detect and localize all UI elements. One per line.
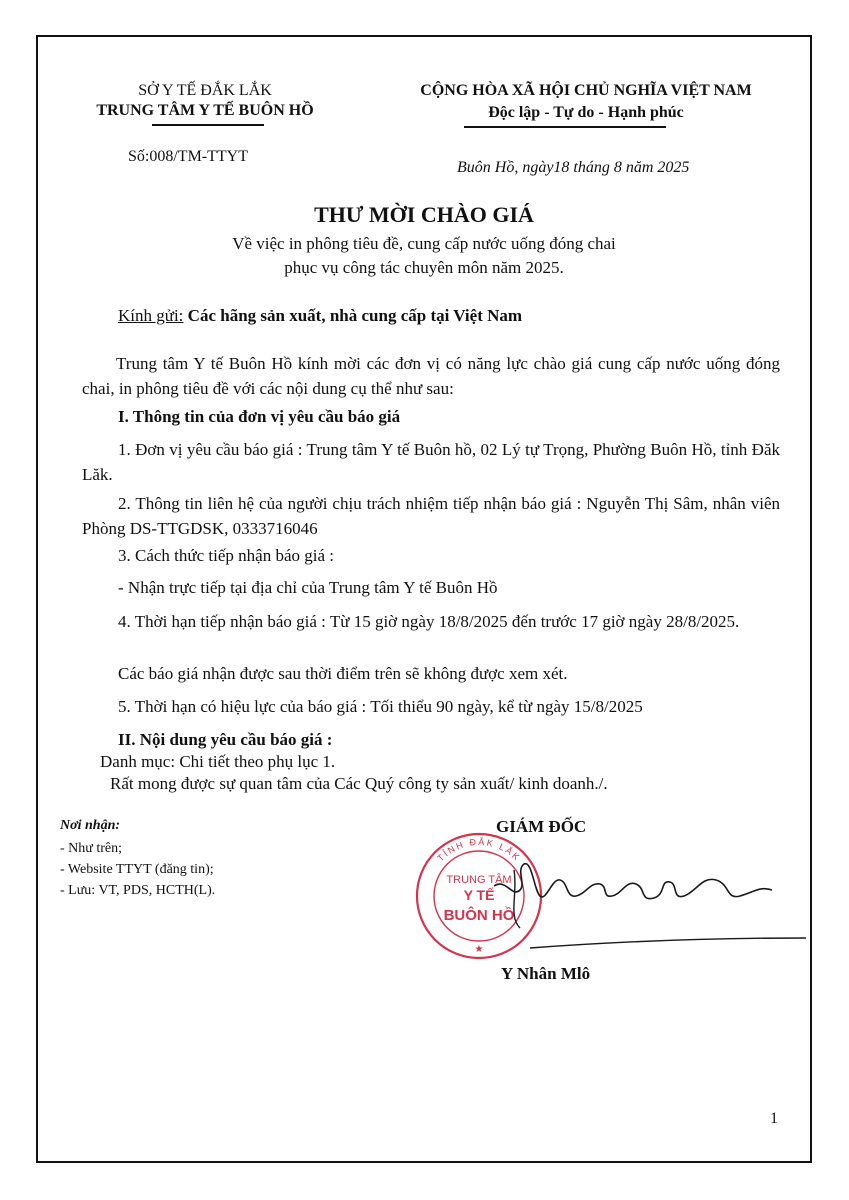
place-date: Buôn Hồ, ngày18 tháng 8 năm 2025 [457,159,690,176]
recipients-item-1: - Như trên; [60,841,123,856]
item3-paragraph: 3. Cách thức tiếp nhận báo giá : [118,546,334,565]
signature-position: GIÁM ĐỐC [496,817,587,836]
title-subtitle-line1: Về việc in phông tiêu đề, cung cấp nước uống đóng chai [232,234,616,253]
motto: Độc lập - Tự do - Hạnh phúc [488,104,684,121]
stamp-line2: Y TẾ [463,887,495,903]
organization-name: TRUNG TÂM Y TẾ BUÔN HỒ [96,102,314,119]
motto-underline [464,126,666,128]
section1-title: I. Thông tin của đơn vị yêu cầu báo giá [118,407,401,426]
stamp-star-icon: ★ [474,944,484,955]
title-subtitle-line2: phục vụ công tác chuyên môn năm 2025. [284,258,564,277]
handwritten-signature [490,850,820,960]
item5-paragraph: 5. Thời hạn có hiệu lực của báo giá : Tối thiểu 90 ngày, kể từ ngày 15/8/2025 [118,697,643,716]
intro-paragraph: Trung tâm Y tế Buôn Hồ kính mời các đơn vị có năng lực chào giá cung cấp nước uống đóng chai, in phông tiêu đề với các nội dung cụ thể như sau: [82,354,780,398]
stamp-outer-text: TỈNH ĐẮK LẮK [435,836,523,864]
item1-paragraph: 1. Đơn vị yêu cầu báo giá : Trung tâm Y tế Buôn hồ, 02 Lý tự Trọng, Phường Buôn Hồ, tỉnh Đăk Lăk. [82,440,780,484]
closing-line: Rất mong được sự quan tâm của Các Quý công ty sản xuất/ kinh doanh./. [110,774,608,793]
item4-paragraph: 4. Thời hạn tiếp nhận báo giá : Từ 15 giờ ngày 18/8/2025 đến trước 17 giờ ngày 28/8/2025. [118,612,740,631]
country-name: CỘNG HÒA XÃ HỘI CHỦ NGHĨA VIỆT NAM [420,82,752,99]
recipients-item-3: - Lưu: VT, PDS, HCTH(L). [60,883,216,898]
signatory-name: Y Nhân Mlô [501,964,591,983]
recipients-item-2: - Website TTYT (đăng tin); [60,862,214,877]
page-title: THƯ MỜI CHÀO GIÁ [314,202,534,227]
stamp-line1: TRUNG TÂM [446,874,512,886]
stamp-line3: BUÔN HỒ [443,907,515,924]
recipient-value: Các hãng sản xuất, nhà cung cấp tại Việt Nam [187,306,523,325]
recipients-title: Nơi nhận: [60,818,121,833]
recipient-line [118,306,522,326]
recipient-label: Kính gửi: [118,306,184,325]
department-name: SỞ Y TẾ ĐẮK LẮK [138,82,272,99]
page-number: 1 [770,1110,778,1127]
catalog-line: Danh mục: Chi tiết theo phụ lục 1. [100,752,336,771]
org-underline [152,124,264,126]
item3-detail: - Nhận trực tiếp tại địa chỉ của Trung tâm Y tế Buôn Hồ [118,578,498,597]
section2-title: II. Nội dung yêu cầu báo giá : [118,730,333,749]
item2-paragraph: 2. Thông tin liên hệ của người chịu trách nhiệm tiếp nhận báo giá : Nguyễn Thị Sâm, nhân viên Phòng DS-TTGDSK, 0333716046 [82,494,780,538]
item4-note: Các báo giá nhận được sau thời điểm trên sẽ không được xem xét. [118,664,568,683]
document-number: Số:008/TM-TTYT [128,148,248,165]
